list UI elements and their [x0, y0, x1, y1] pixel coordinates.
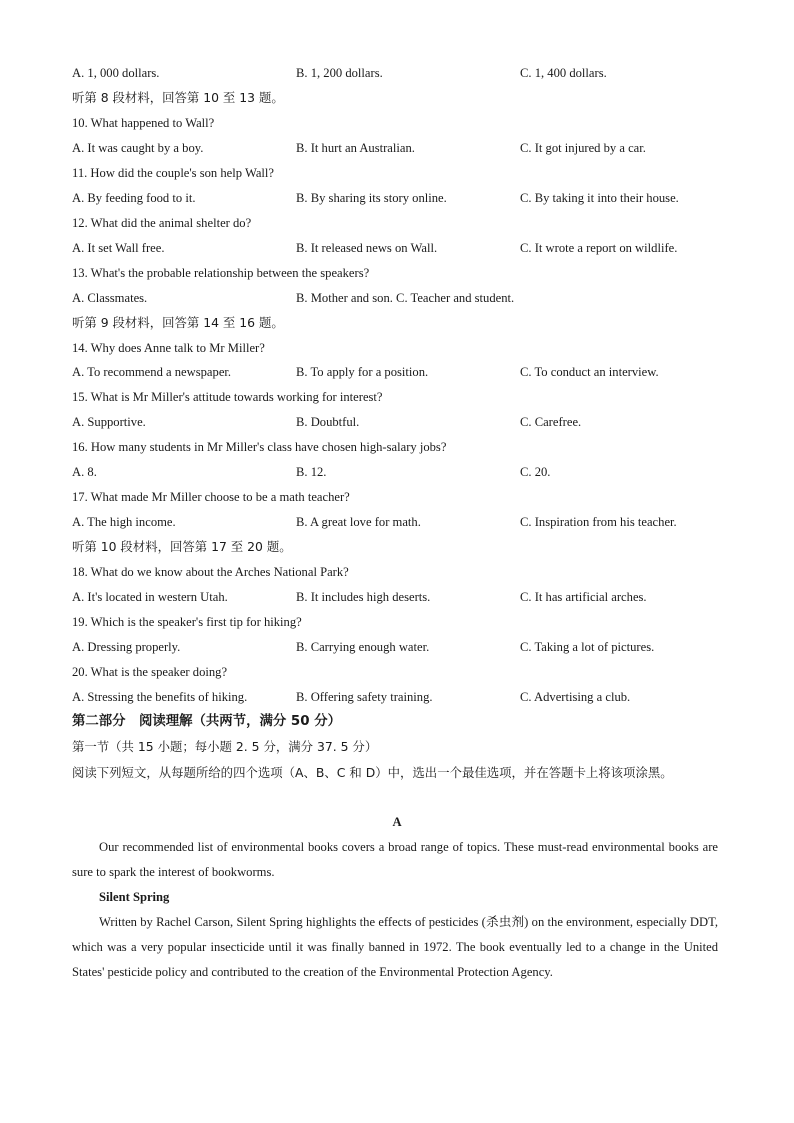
- q9-option-a: A. 1, 000 dollars.: [72, 66, 160, 80]
- part-2-title: 第二部分 阅读理解（共两节，满分 50 分）: [72, 714, 341, 729]
- section-10-heading: 听第 10 段材料，回答第 17 至 20 题。: [72, 539, 292, 554]
- q15-option-c: C. Carefree.: [520, 415, 582, 429]
- q20-option-c: C. Advertising a club.: [520, 690, 631, 704]
- q19-option-b: B. Carrying enough water.: [296, 640, 430, 654]
- q16-stem: 16. How many students in Mr Miller's class have chosen high-salary jobs?: [72, 440, 447, 454]
- q11-stem: 11. How did the couple's son help Wall?: [72, 166, 275, 180]
- q19-option-a: A. Dressing properly.: [72, 640, 181, 654]
- q17-option-c: C. Inspiration from his teacher.: [520, 515, 677, 529]
- q10-options-row: [72, 138, 722, 158]
- section-8-heading: 听第 8 段材料，回答第 10 至 13 题。: [72, 90, 284, 105]
- q17-option-b: B. A great love for math.: [296, 515, 421, 529]
- q11-option-a: A. By feeding food to it.: [72, 191, 196, 205]
- q14-options-row: [72, 362, 722, 382]
- q9-option-b: B. 1, 200 dollars.: [296, 66, 383, 80]
- q9-option-c: C. 1, 400 dollars.: [520, 66, 607, 80]
- q13-option-bc: B. Mother and son. C. Teacher and student.: [296, 291, 515, 305]
- q20-option-a: A. Stressing the benefits of hiking.: [72, 690, 248, 704]
- q14-option-b: B. To apply for a position.: [296, 365, 429, 379]
- q13-stem: 13. What's the probable relationship between the speakers?: [72, 266, 370, 280]
- q18-stem: 18. What do we know about the Arches National Park?: [72, 565, 349, 579]
- part-2-section-1-heading: 第一节（共 15 小题；每小题 2. 5 分，满分 37. 5 分）: [72, 739, 378, 754]
- q14-stem: 14. Why does Anne talk to Mr Miller?: [72, 341, 265, 355]
- q16-option-a: A. 8.: [72, 465, 97, 479]
- q20-options-row: [72, 687, 722, 707]
- q19-option-c: C. Taking a lot of pictures.: [520, 640, 655, 654]
- q18-options-row: [72, 587, 722, 607]
- q15-stem: 15. What is Mr Miller's attitude towards working for interest?: [72, 390, 383, 404]
- q19-options-row: [72, 637, 722, 657]
- q20-stem: 20. What is the speaker doing?: [72, 665, 228, 679]
- q20-option-b: B. Offering safety training.: [296, 690, 433, 704]
- q18-option-b: B. It includes high deserts.: [296, 590, 431, 604]
- book-description: Written by Rachel Carson, Silent Spring highlights the effects of pesticides (杀虫剂) on the environment, especially DDT, which was a very popular insecticide until it was finally banned in 1972. The book eventually led to a change in the United States' pesticide policy and contributed to the creation of the Environmental Protection Agency.: [72, 915, 718, 979]
- passage-letter: A: [392, 815, 402, 829]
- q16-option-c: C. 20.: [520, 465, 551, 479]
- book-title: Silent Spring: [99, 890, 170, 904]
- q14-option-c: C. To conduct an interview.: [520, 365, 659, 379]
- q9-options-row: [72, 63, 722, 83]
- q10-option-b: B. It hurt an Australian.: [296, 141, 415, 155]
- q18-option-c: C. It has artificial arches.: [520, 590, 647, 604]
- q17-option-a: A. The high income.: [72, 515, 176, 529]
- q17-stem: 17. What made Mr Miller choose to be a math teacher?: [72, 490, 350, 504]
- q11-option-b: B. By sharing its story online.: [296, 191, 447, 205]
- q12-option-b: B. It released news on Wall.: [296, 241, 438, 255]
- q10-stem: 10. What happened to Wall?: [72, 116, 215, 130]
- q10-option-c: C. It got injured by a car.: [520, 141, 646, 155]
- q12-options-row: [72, 238, 722, 258]
- q13-options-row: [72, 288, 722, 308]
- q15-option-b: B. Doubtful.: [296, 415, 360, 429]
- q10-option-a: A. It was caught by a boy.: [72, 141, 204, 155]
- q15-option-a: A. Supportive.: [72, 415, 146, 429]
- q11-options-row: [72, 188, 722, 208]
- section-9-heading: 听第 9 段材料，回答第 14 至 16 题。: [72, 315, 284, 330]
- q13-option-a: A. Classmates.: [72, 291, 148, 305]
- passage-intro: Our recommended list of environmental books covers a broad range of topics. These must-read environmental books are sure to spark the interest of bookworms.: [72, 840, 718, 879]
- q16-options-row: [72, 462, 722, 482]
- q16-option-b: B. 12.: [296, 465, 327, 479]
- q11-option-c: C. By taking it into their house.: [520, 191, 679, 205]
- part-2-instruction: 阅读下列短文，从每题所给的四个选项（A、B、C 和 D）中，选出一个最佳选项，并在答题卡上将该项涂黑。: [72, 765, 673, 780]
- q18-option-a: A. It's located in western Utah.: [72, 590, 228, 604]
- q14-option-a: A. To recommend a newspaper.: [72, 365, 232, 379]
- q12-option-c: C. It wrote a report on wildlife.: [520, 241, 678, 255]
- q12-option-a: A. It set Wall free.: [72, 241, 165, 255]
- q19-stem: 19. Which is the speaker's first tip for hiking?: [72, 615, 302, 629]
- q17-options-row: [72, 512, 722, 532]
- q12-stem: 12. What did the animal shelter do?: [72, 216, 252, 230]
- q15-options-row: [72, 412, 722, 432]
